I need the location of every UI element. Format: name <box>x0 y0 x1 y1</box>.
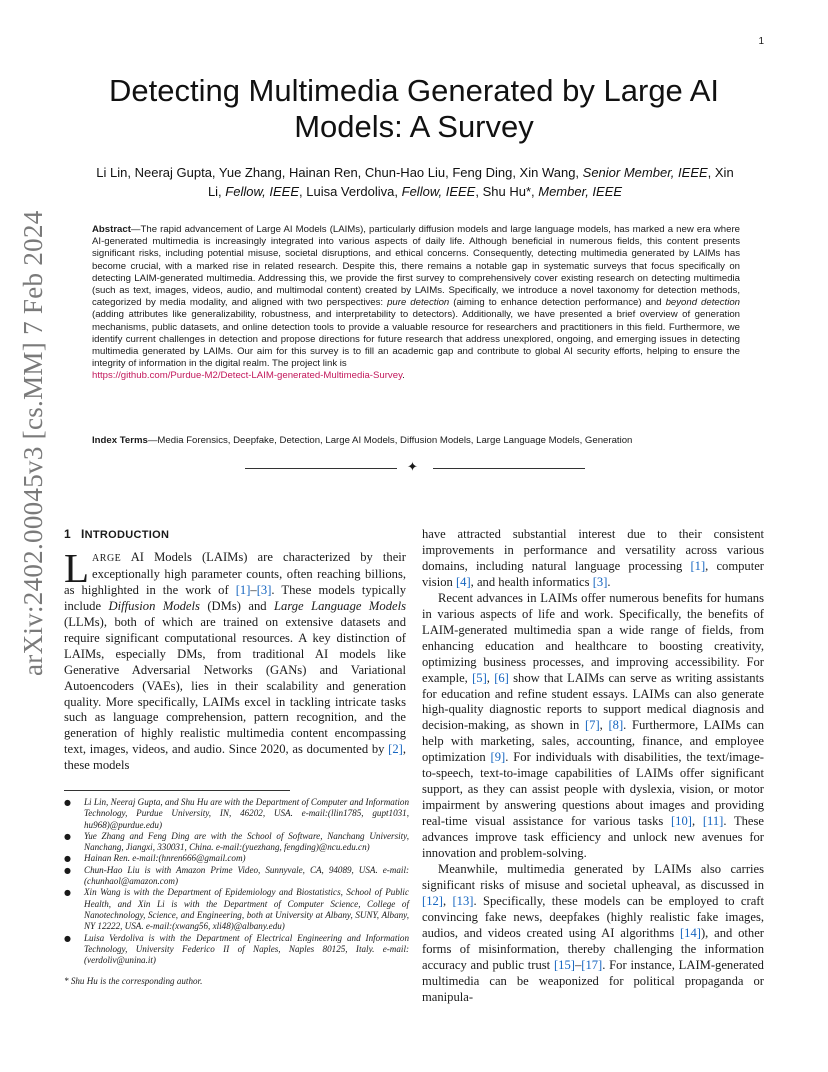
bullet-icon: ● <box>64 798 71 807</box>
abstract-text-b: (aiming to enhance detection performance) and <box>449 297 666 309</box>
citation-link[interactable]: [9] <box>490 750 506 765</box>
citation-link[interactable]: [10] <box>670 814 692 829</box>
footnote-text: Chun-Hao Liu is with Amazon Prime Video, Sunnyvale, CA, 94089, USA. e-mail:(chunhaol@amazon.com) <box>84 864 409 887</box>
left-text-d: (DMs) and <box>199 598 275 613</box>
right-column <box>422 527 764 1006</box>
right-text: , and health informatics <box>470 574 593 589</box>
footnote-list <box>64 797 409 966</box>
abstract-text-a: —The rapid advancement of Large AI Models (LAIMs), particularly diffusion models and large language models, has marked a new era where AI-generated multimedia is increasingly integrated into various aspects of daily life. Although beneficial in numerous fields, this content presents significant risks, including potential misuse, societal disruptions, and ethical concerns. Consequently, detecting multimedia generated by LAIMs has become crucial, with a marked rise in related research. Despite this, there remains a notable gap in systematic surveys that focus specifically on detecting LAIM-generated multimedia. Addressing this, we provide the first survey to comprehensively cover existing research on detecting multimedia (such as text, images, videos, audio, and multimodal content) created by LAIMs. Specifically, we introduce a novel taxonomy for detection methods, categorized by media modality, and aligned with two perspectives: <box>92 224 740 309</box>
right-paragraph-1 <box>422 527 764 591</box>
divider-line-left <box>245 468 397 469</box>
right-text: . <box>607 574 611 589</box>
beyond-detection-term: beyond detection <box>665 297 740 309</box>
right-text: Recent advances in LAIMs offer numerous benefits for humans in various aspects of life and work. Specifically, the benefits of LAIM-generated multimedia span a wide range of fields, from enhancing education and healthcare to boosting creativity, optimizing business processes, and improving accessibility. For example, <box>422 590 764 685</box>
project-link[interactable]: https://github.com/Purdue-M2/Detect-LAIM-generated-Multimedia-Survey <box>92 370 403 382</box>
left-column <box>64 527 406 774</box>
right-text: , <box>442 893 453 908</box>
citation-link[interactable]: [5] <box>472 670 487 685</box>
right-paragraph-3 <box>422 862 764 1006</box>
section-title-rest: NTRODUCTION <box>84 529 170 541</box>
intro-paragraph-1 <box>64 544 406 774</box>
citation-link[interactable]: [14] <box>679 925 701 940</box>
drop-cap: L <box>64 544 90 591</box>
right-text: , <box>691 814 703 829</box>
index-terms-label: Index Terms <box>92 435 148 446</box>
footnote-text: Hainan Ren. e-mail:(hnren666@gmail.com) <box>84 853 246 864</box>
footnote-text: Li Lin, Neeraj Gupta, and Shu Hu are with the Department of Computer and Information Technology, Purdue University, IN, 46202, USA. e-mail:(llin1785, gupt1031, hu968)@purdue.edu) <box>84 797 409 830</box>
right-text: . Specifically, these models can be employed to craft convincing fake news, deepfakes (highly realistic fake images, audios, and videos created using AI algorithms <box>422 893 764 940</box>
divider-line-right <box>433 468 585 469</box>
footnote-item <box>64 797 409 831</box>
arxiv-identifier[interactable]: arXiv:2402.00045v3 [cs.MM] 7 Feb 2024 <box>18 210 48 676</box>
index-terms-text: —Media Forensics, Deepfake, Detection, Large AI Models, Diffusion Models, Large Language Models, Generation <box>147 435 633 446</box>
fellow-label-1: Fellow, IEEE <box>225 184 299 199</box>
abstract <box>92 224 740 383</box>
citation-link[interactable]: [1] <box>235 582 251 597</box>
citation-link[interactable]: [12] <box>422 893 443 908</box>
abstract-label: Abstract <box>92 224 131 235</box>
right-text: have attracted substantial interest due to their consistent improvements in performance and versatility across various domains, including natural language processing <box>422 527 764 573</box>
footnote-item <box>64 831 409 854</box>
right-text: . These advances improve task efficiency and unlock new avenues for innovation and problem-solving. <box>422 814 765 861</box>
smallcaps-word: ARGE <box>92 552 122 564</box>
citation-link[interactable]: [8] <box>608 718 624 733</box>
page-number: 1 <box>758 36 764 47</box>
bullet-icon: ● <box>64 933 71 943</box>
footnote-rule <box>64 790 290 791</box>
citation-link[interactable]: [4] <box>455 574 471 589</box>
footnote-text: Yue Zhang and Feng Ding are with the School of Software, Nanchang University, Nanchang, Jiangxi, 330031, China. e-mail:(yuezhang, fengding)@ncu.edu.cn) <box>84 830 409 853</box>
citation-link[interactable]: [13] <box>452 893 474 908</box>
left-text-b: – <box>250 582 257 597</box>
right-text: , <box>486 670 495 685</box>
llm-term: Large Language Models <box>274 598 406 613</box>
right-text: . For instance, LAIM-generated multimedia can be weaponized for political propaganda or manipula- <box>422 957 764 1004</box>
right-text: Meanwhile, multimedia generated by LAIMs also carries significant risks of misuse and societal upheaval, as discussed in <box>422 862 764 892</box>
right-text: , computer vision <box>422 558 765 589</box>
right-text: – <box>574 957 582 972</box>
section-number: 1 <box>64 527 71 541</box>
author-shu-hu: Shu Hu*, <box>482 184 535 199</box>
affiliation-footnotes <box>64 784 409 988</box>
authors-line1: Li Lin, Neeraj Gupta, Yue Zhang, Hainan Ren, Chun-Hao Liu, Feng Ding, Xin Wang, <box>96 165 580 180</box>
citation-link[interactable]: [3] <box>256 582 272 597</box>
footnote-text: Xin Wang is with the Department of Epidemiology and Biostatistics, School of Public Health, and Xin Li is with the Department of Computer Science, College of Nanotechnology, Science, and Engineering, both at University at Albany, SUNY, Albany, NY 12222, USA. e-mail:(xwang56, xli48)@albany.edu) <box>84 887 409 932</box>
author-luisa: Luisa Verdoliva, <box>306 184 399 199</box>
abstract-text-c: (adding attributes like generalizability, robustness, and interpretability to detectors). Additionally, we have presented a brief overview of generation mechanisms, public datasets, and online detection tools to provide a valuable resource for researchers and practitioners in this field. Furthermore, we identify current challenges in detection and propose directions for future research that address unexplored, ongoing, and emerging issues in detecting multimedia generated by LAIMs. Our aim for this survey is to fill an academic gap and contribute to global AI security efforts, helping to ensure the integrity of information in the digital realm. The project link is <box>92 309 740 370</box>
left-text-c: . These models typically include <box>64 582 406 613</box>
bullet-icon: ● <box>64 865 71 875</box>
left-text-a: AI Models (LAIMs) are characterized by their exceptionally high parameter counts, often reaching billions, as highlighted in the work of <box>64 549 406 597</box>
footnote-item <box>64 853 409 864</box>
left-text-f: , these models <box>64 742 406 773</box>
right-text: show that LAIMs can serve as writing assistants for education and refine student essays. LAIMs can also generate high-quality diagnostic reports to support medical diagnosis and decision-making, as shown in <box>422 670 764 733</box>
right-text: ), and other forms of misinformation, thereby challenging the information accuracy and public trust <box>422 925 765 972</box>
citation-link[interactable]: [15] <box>553 957 575 972</box>
bullet-icon: ● <box>64 854 71 864</box>
corresponding-author-note: * Shu Hu is the corresponding author. <box>64 976 203 987</box>
right-text: , <box>599 718 609 733</box>
footnote-item <box>64 887 409 932</box>
citation-link[interactable]: [11] <box>702 814 724 829</box>
abstract-link-end: . <box>402 370 405 382</box>
section-title-initial: I <box>80 527 85 541</box>
section-divider <box>245 462 585 474</box>
member-label: Member, IEEE <box>538 184 623 199</box>
fellow-label-2: Fellow, IEEE <box>401 184 476 199</box>
left-text-e: (LLMs), both of which are trained on extensive datasets and require significant computational resources. A key distinction of LAIMs, especially DMs, from traditional AI models like Generative Adversarial Networks (GANs) and Variational Autoencoders (VAEs), lies in their scalability and generation quality. More specifically, LAIMs excel in tackling intricate tasks such as language comprehension, pattern recognition, and the generation of highly realistic multimedia content encompassing text, images, videos, and audio. Since 2020, as documented by <box>64 614 406 757</box>
citation-link[interactable]: [2] <box>388 742 403 757</box>
citation-link[interactable]: [3] <box>592 574 608 589</box>
author-xin-li: Xin Li, <box>207 165 734 199</box>
footnote-item <box>64 933 409 967</box>
index-terms <box>92 435 740 447</box>
citation-link[interactable]: [7] <box>584 718 600 733</box>
right-text: . Furthermore, LAIMs can help with marketing, sales, accounting, finance, and employee optimization <box>422 718 765 765</box>
right-text: . For individuals with disabilities, the text/image-to-speech, text-to-image capabilities of LAIMs offer significant support, as they can assist people with dyslexia, vision, or motor impairment by answering questions about images and providing real-time visual assistance for various tasks <box>422 750 764 829</box>
diffusion-models-term: Diffusion Models <box>108 598 200 613</box>
footnote-text: Luisa Verdoliva is with the Department of Electrical Engineering and Information Technology, University Federico II of Naples, Naples 80125, Italy. e-mail:(verdoliv@unina.it) <box>84 932 409 966</box>
divider-star-icon: ✦ <box>407 460 418 475</box>
footnote-item <box>64 865 409 888</box>
author-list: Li Lin, Neeraj Gupta, Yue Zhang, Hainan Ren, Chun-Hao Liu, Feng Ding, Xin Wang, Senior Member, IEEE, Xin Li, Fellow, IEEE, Luisa Verdoliva, Fellow, IEEE, Shu Hu*, Member, IEEE <box>96 165 734 199</box>
bullet-icon: ● <box>64 831 71 841</box>
citation-link[interactable]: [6] <box>494 670 509 685</box>
senior-member-label: Senior Member, IEEE <box>582 165 708 180</box>
citation-link[interactable]: [17] <box>581 957 603 972</box>
section-heading <box>64 527 406 544</box>
pure-detection-term: pure detection <box>387 297 450 309</box>
citation-link[interactable]: [1] <box>690 558 706 573</box>
bullet-icon: ● <box>64 888 71 898</box>
right-paragraph-2 <box>422 591 764 862</box>
paper-title: Detecting Multimedia Generated by Large AI Models: A Survey <box>108 73 719 144</box>
